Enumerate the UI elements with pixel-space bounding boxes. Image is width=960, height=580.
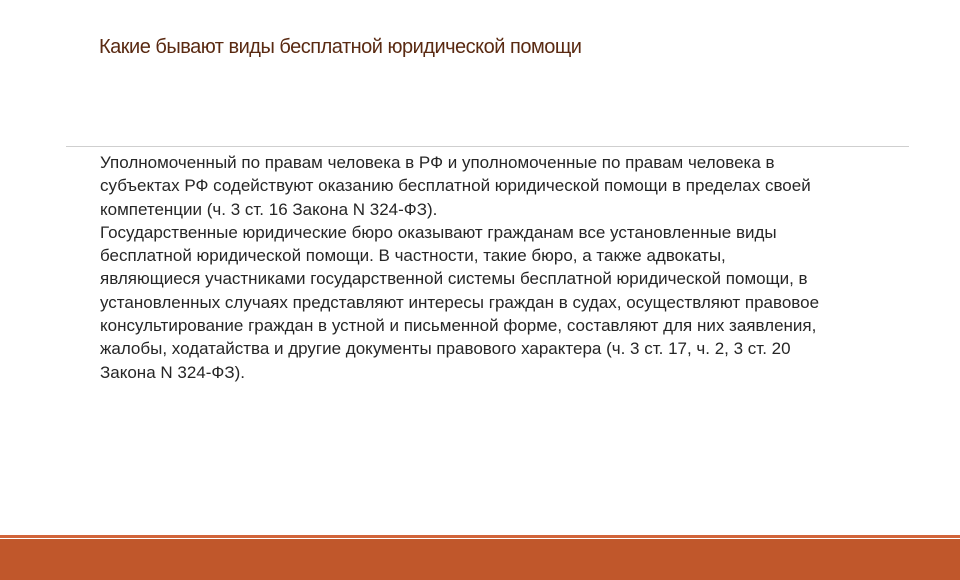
footer-accent-line (0, 535, 960, 538)
footer-band (0, 539, 960, 580)
slide-title: Какие бывают виды бесплатной юридической помощи (99, 36, 582, 58)
paragraph-legal-bureaus: Государственные юридические бюро оказывают гражданам все установленные виды бесплатной юридической помощи. В частности, такие бюро, а также адвокаты, являющиеся участниками государственной системы бесплатной юридической помощи, в установленных случаях представляют интересы граждан в судах, осуществляют правовое консультирование граждан в устной и письменной форме, составляют для них заявления, жалобы, ходатайства и другие документы правового характера (ч. 3 ст. 17, ч. 2, 3 ст. 20 Закона N 324-ФЗ). (100, 222, 820, 382)
slide-body (100, 151, 820, 384)
paragraph-ombudsman: Уполномоченный по правам человека в РФ и уполномоченные по правам человека в субъектах РФ содействуют оказанию бесплатной юридической помощи в пределах своей компетенции (ч. 3 ст. 16 Закона N 324-ФЗ). (100, 153, 811, 219)
title-divider (66, 146, 909, 147)
